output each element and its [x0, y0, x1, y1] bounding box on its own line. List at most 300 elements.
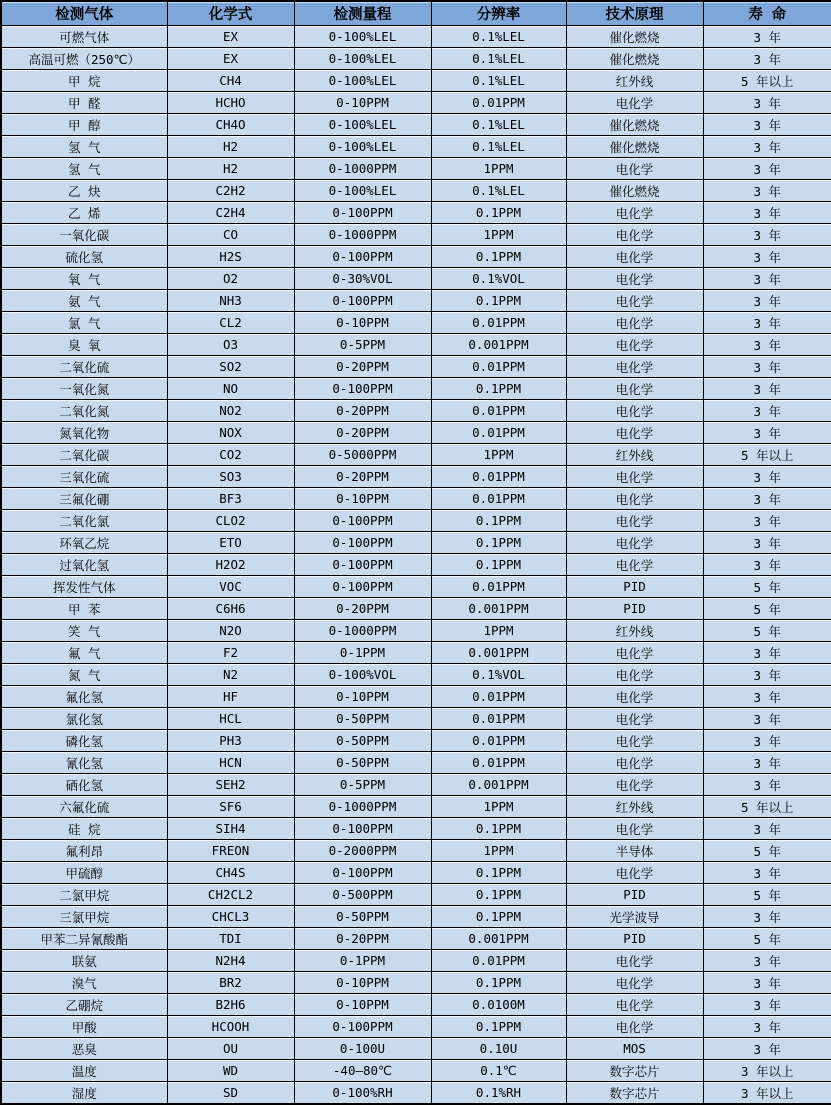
- principle-cell: 催化燃烧: [566, 48, 703, 70]
- resolution-cell: 0.1PPM: [431, 510, 566, 532]
- table-row: [1, 642, 831, 664]
- lifespan-cell: 3 年: [703, 664, 831, 686]
- principle-cell: 电化学: [566, 708, 703, 730]
- principle-cell: 红外线: [566, 70, 703, 92]
- gas-name-cell: 笑 气: [1, 620, 167, 642]
- resolution-cell: 0.1%VOL: [431, 664, 566, 686]
- formula-cell: NO2: [167, 400, 294, 422]
- range-cell: 0-100%RH: [294, 1082, 431, 1105]
- formula-cell: F2: [167, 642, 294, 664]
- table-row: [1, 114, 831, 136]
- table-row: [1, 400, 831, 422]
- lifespan-cell: 3 年以上: [703, 1060, 831, 1082]
- lifespan-cell: 3 年: [703, 378, 831, 400]
- lifespan-cell: 3 年: [703, 334, 831, 356]
- lifespan-cell: 3 年: [703, 950, 831, 972]
- gas-name-cell: 可燃气体: [1, 26, 167, 48]
- lifespan-cell: 3 年: [703, 180, 831, 202]
- principle-cell: 电化学: [566, 488, 703, 510]
- table-row: [1, 356, 831, 378]
- range-cell: 0-100PPM: [294, 532, 431, 554]
- principle-cell: 电化学: [566, 774, 703, 796]
- table-row: [1, 708, 831, 730]
- gas-name-cell: 联氨: [1, 950, 167, 972]
- range-cell: 0-1000PPM: [294, 158, 431, 180]
- lifespan-cell: 5 年以上: [703, 70, 831, 92]
- range-cell: 0-10PPM: [294, 972, 431, 994]
- range-cell: 0-100%LEL: [294, 70, 431, 92]
- lifespan-cell: 5 年: [703, 576, 831, 598]
- principle-cell: 电化学: [566, 356, 703, 378]
- gas-name-cell: 三氯甲烷: [1, 906, 167, 928]
- lifespan-cell: 3 年: [703, 774, 831, 796]
- principle-cell: 电化学: [566, 466, 703, 488]
- table-row: [1, 180, 831, 202]
- lifespan-cell: 3 年: [703, 1038, 831, 1060]
- range-cell: 0-100PPM: [294, 554, 431, 576]
- principle-cell: 电化学: [566, 994, 703, 1016]
- table-row: [1, 202, 831, 224]
- table-row: [1, 686, 831, 708]
- formula-cell: HCN: [167, 752, 294, 774]
- header-row: [1, 1, 831, 26]
- formula-cell: OU: [167, 1038, 294, 1060]
- table-row: [1, 620, 831, 642]
- resolution-cell: 0.01PPM: [431, 686, 566, 708]
- range-cell: 0-1000PPM: [294, 620, 431, 642]
- range-cell: 0-5PPM: [294, 774, 431, 796]
- resolution-cell: 0.1PPM: [431, 290, 566, 312]
- principle-cell: 电化学: [566, 554, 703, 576]
- gas-name-cell: 氰化氢: [1, 752, 167, 774]
- formula-cell: NOX: [167, 422, 294, 444]
- lifespan-cell: 3 年: [703, 1016, 831, 1038]
- gas-name-cell: 氯 气: [1, 312, 167, 334]
- principle-cell: 电化学: [566, 950, 703, 972]
- gas-name-cell: 二氯甲烷: [1, 884, 167, 906]
- range-cell: 0-100PPM: [294, 290, 431, 312]
- gas-name-cell: 氯化氢: [1, 708, 167, 730]
- resolution-cell: 0.01PPM: [431, 730, 566, 752]
- table-row: [1, 884, 831, 906]
- formula-cell: HCHO: [167, 92, 294, 114]
- range-cell: 0-100%LEL: [294, 136, 431, 158]
- gas-name-cell: 甲 醇: [1, 114, 167, 136]
- range-cell: 0-50PPM: [294, 730, 431, 752]
- gas-name-cell: 氧 气: [1, 268, 167, 290]
- resolution-cell: 0.0100M: [431, 994, 566, 1016]
- formula-cell: BF3: [167, 488, 294, 510]
- table-row: [1, 334, 831, 356]
- gas-name-cell: 挥发性气体: [1, 576, 167, 598]
- range-cell: 0-5000PPM: [294, 444, 431, 466]
- gas-name-cell: 温度: [1, 1060, 167, 1082]
- resolution-cell: 0.1PPM: [431, 862, 566, 884]
- formula-cell: N2H4: [167, 950, 294, 972]
- range-cell: 0-100PPM: [294, 862, 431, 884]
- resolution-cell: 0.1PPM: [431, 884, 566, 906]
- lifespan-cell: 3 年: [703, 488, 831, 510]
- formula-cell: CO2: [167, 444, 294, 466]
- formula-cell: SIH4: [167, 818, 294, 840]
- table-row: [1, 554, 831, 576]
- principle-cell: 电化学: [566, 752, 703, 774]
- lifespan-cell: 5 年: [703, 840, 831, 862]
- gas-name-cell: 高温可燃（250℃）: [1, 48, 167, 70]
- resolution-cell: 1PPM: [431, 224, 566, 246]
- formula-cell: NH3: [167, 290, 294, 312]
- gas-name-cell: 六氟化硫: [1, 796, 167, 818]
- formula-cell: EX: [167, 48, 294, 70]
- range-cell: 0-10PPM: [294, 488, 431, 510]
- gas-name-cell: 过氧化氢: [1, 554, 167, 576]
- range-cell: 0-100%LEL: [294, 26, 431, 48]
- table-row: [1, 994, 831, 1016]
- range-cell: 0-10PPM: [294, 92, 431, 114]
- gas-name-cell: 氟 气: [1, 642, 167, 664]
- principle-cell: 电化学: [566, 378, 703, 400]
- range-cell: 0-10PPM: [294, 312, 431, 334]
- table-row: [1, 1060, 831, 1082]
- resolution-cell: 1PPM: [431, 444, 566, 466]
- principle-cell: 红外线: [566, 620, 703, 642]
- gas-name-cell: 甲硫醇: [1, 862, 167, 884]
- lifespan-cell: 3 年: [703, 862, 831, 884]
- table-row: [1, 1016, 831, 1038]
- formula-cell: BR2: [167, 972, 294, 994]
- range-cell: 0-20PPM: [294, 466, 431, 488]
- table-row: [1, 796, 831, 818]
- lifespan-cell: 3 年: [703, 994, 831, 1016]
- table-row: [1, 312, 831, 334]
- lifespan-cell: 3 年以上: [703, 1082, 831, 1105]
- gas-name-cell: 甲酸: [1, 1016, 167, 1038]
- lifespan-cell: 3 年: [703, 312, 831, 334]
- range-cell: 0-1000PPM: [294, 796, 431, 818]
- formula-cell: C6H6: [167, 598, 294, 620]
- gas-name-cell: 环氧乙烷: [1, 532, 167, 554]
- gas-name-cell: 乙 炔: [1, 180, 167, 202]
- gas-name-cell: 恶臭: [1, 1038, 167, 1060]
- principle-cell: 光学波导: [566, 906, 703, 928]
- resolution-cell: 0.001PPM: [431, 928, 566, 950]
- resolution-cell: 0.1PPM: [431, 972, 566, 994]
- principle-cell: 催化燃烧: [566, 136, 703, 158]
- principle-cell: 催化燃烧: [566, 26, 703, 48]
- table-row: [1, 268, 831, 290]
- resolution-cell: 0.1℃: [431, 1060, 566, 1082]
- range-cell: 0-100%VOL: [294, 664, 431, 686]
- table-row: [1, 774, 831, 796]
- gas-name-cell: 湿度: [1, 1082, 167, 1105]
- principle-cell: 电化学: [566, 642, 703, 664]
- lifespan-cell: 3 年: [703, 48, 831, 70]
- lifespan-cell: 3 年: [703, 972, 831, 994]
- lifespan-cell: 3 年: [703, 642, 831, 664]
- resolution-cell: 0.001PPM: [431, 642, 566, 664]
- resolution-cell: 0.1%RH: [431, 1082, 566, 1105]
- range-cell: 0-20PPM: [294, 400, 431, 422]
- formula-cell: TDI: [167, 928, 294, 950]
- lifespan-cell: 3 年: [703, 290, 831, 312]
- gas-name-cell: 氢 气: [1, 136, 167, 158]
- principle-cell: 电化学: [566, 510, 703, 532]
- resolution-cell: 0.1PPM: [431, 246, 566, 268]
- range-cell: 0-50PPM: [294, 906, 431, 928]
- formula-cell: SF6: [167, 796, 294, 818]
- lifespan-cell: 3 年: [703, 268, 831, 290]
- table-row: [1, 136, 831, 158]
- principle-cell: 电化学: [566, 268, 703, 290]
- resolution-cell: 0.001PPM: [431, 774, 566, 796]
- formula-cell: C2H2: [167, 180, 294, 202]
- formula-cell: C2H4: [167, 202, 294, 224]
- table-row: [1, 158, 831, 180]
- table-row: [1, 532, 831, 554]
- formula-cell: CLO2: [167, 510, 294, 532]
- gas-name-cell: 二氧化硫: [1, 356, 167, 378]
- lifespan-cell: 5 年以上: [703, 444, 831, 466]
- range-cell: 0-100PPM: [294, 1016, 431, 1038]
- lifespan-cell: 3 年: [703, 246, 831, 268]
- range-cell: 0-100%LEL: [294, 48, 431, 70]
- gas-name-cell: 氢 气: [1, 158, 167, 180]
- column-header-resolution: 分辨率: [431, 1, 566, 26]
- principle-cell: 催化燃烧: [566, 180, 703, 202]
- resolution-cell: 1PPM: [431, 158, 566, 180]
- resolution-cell: 0.01PPM: [431, 950, 566, 972]
- formula-cell: CH2CL2: [167, 884, 294, 906]
- lifespan-cell: 3 年: [703, 92, 831, 114]
- table-row: [1, 818, 831, 840]
- principle-cell: 电化学: [566, 158, 703, 180]
- lifespan-cell: 5 年: [703, 928, 831, 950]
- table-row: [1, 92, 831, 114]
- resolution-cell: 0.1PPM: [431, 378, 566, 400]
- formula-cell: B2H6: [167, 994, 294, 1016]
- range-cell: 0-20PPM: [294, 422, 431, 444]
- table-row: [1, 1038, 831, 1060]
- gas-name-cell: 硅 烷: [1, 818, 167, 840]
- formula-cell: N2: [167, 664, 294, 686]
- gas-name-cell: 磷化氢: [1, 730, 167, 752]
- gas-name-cell: 氮氧化物: [1, 422, 167, 444]
- gas-name-cell: 三氧化硫: [1, 466, 167, 488]
- table-row: [1, 752, 831, 774]
- range-cell: 0-500PPM: [294, 884, 431, 906]
- gas-name-cell: 硒化氢: [1, 774, 167, 796]
- lifespan-cell: 5 年: [703, 884, 831, 906]
- column-header-formula: 化学式: [167, 1, 294, 26]
- principle-cell: 电化学: [566, 972, 703, 994]
- formula-cell: N2O: [167, 620, 294, 642]
- lifespan-cell: 3 年: [703, 554, 831, 576]
- formula-cell: H2O2: [167, 554, 294, 576]
- gas-name-cell: 氮 气: [1, 664, 167, 686]
- table-row: [1, 906, 831, 928]
- resolution-cell: 0.1PPM: [431, 906, 566, 928]
- table-row: [1, 862, 831, 884]
- formula-cell: PH3: [167, 730, 294, 752]
- lifespan-cell: 3 年: [703, 686, 831, 708]
- range-cell: 0-100PPM: [294, 818, 431, 840]
- range-cell: 0-20PPM: [294, 598, 431, 620]
- lifespan-cell: 3 年: [703, 818, 831, 840]
- gas-name-cell: 甲 醛: [1, 92, 167, 114]
- principle-cell: 数字芯片: [566, 1082, 703, 1105]
- gas-name-cell: 二氧化氮: [1, 400, 167, 422]
- resolution-cell: 0.1%LEL: [431, 48, 566, 70]
- formula-cell: HF: [167, 686, 294, 708]
- lifespan-cell: 5 年以上: [703, 796, 831, 818]
- resolution-cell: 0.01PPM: [431, 356, 566, 378]
- resolution-cell: 0.01PPM: [431, 576, 566, 598]
- table-row: [1, 510, 831, 532]
- resolution-cell: 0.01PPM: [431, 312, 566, 334]
- table-row: [1, 488, 831, 510]
- lifespan-cell: 5 年: [703, 620, 831, 642]
- resolution-cell: 1PPM: [431, 620, 566, 642]
- formula-cell: WD: [167, 1060, 294, 1082]
- principle-cell: 数字芯片: [566, 1060, 703, 1082]
- formula-cell: H2: [167, 158, 294, 180]
- table-row: [1, 950, 831, 972]
- range-cell: 0-100U: [294, 1038, 431, 1060]
- principle-cell: PID: [566, 576, 703, 598]
- formula-cell: CHCL3: [167, 906, 294, 928]
- formula-cell: SO2: [167, 356, 294, 378]
- principle-cell: 催化燃烧: [566, 114, 703, 136]
- table-row: [1, 972, 831, 994]
- range-cell: 0-100PPM: [294, 576, 431, 598]
- table-body: [1, 26, 831, 1105]
- principle-cell: 电化学: [566, 730, 703, 752]
- principle-cell: 电化学: [566, 246, 703, 268]
- range-cell: 0-100PPM: [294, 510, 431, 532]
- principle-cell: 电化学: [566, 202, 703, 224]
- gas-name-cell: 臭 氧: [1, 334, 167, 356]
- gas-name-cell: 甲 苯: [1, 598, 167, 620]
- formula-cell: CH4S: [167, 862, 294, 884]
- table-row: [1, 664, 831, 686]
- lifespan-cell: 3 年: [703, 158, 831, 180]
- table-row: [1, 48, 831, 70]
- column-header-lifespan: 寿 命: [703, 1, 831, 26]
- formula-cell: NO: [167, 378, 294, 400]
- formula-cell: SO3: [167, 466, 294, 488]
- principle-cell: PID: [566, 884, 703, 906]
- range-cell: 0-20PPM: [294, 928, 431, 950]
- resolution-cell: 0.01PPM: [431, 708, 566, 730]
- resolution-cell: 1PPM: [431, 796, 566, 818]
- lifespan-cell: 3 年: [703, 356, 831, 378]
- resolution-cell: 0.1PPM: [431, 532, 566, 554]
- principle-cell: 红外线: [566, 444, 703, 466]
- formula-cell: CL2: [167, 312, 294, 334]
- resolution-cell: 0.1PPM: [431, 202, 566, 224]
- resolution-cell: 0.1PPM: [431, 818, 566, 840]
- lifespan-cell: 3 年: [703, 26, 831, 48]
- formula-cell: HCL: [167, 708, 294, 730]
- principle-cell: 电化学: [566, 818, 703, 840]
- formula-cell: HCOOH: [167, 1016, 294, 1038]
- gas-name-cell: 一氧化碳: [1, 224, 167, 246]
- lifespan-cell: 3 年: [703, 114, 831, 136]
- resolution-cell: 0.01PPM: [431, 400, 566, 422]
- range-cell: 0-5PPM: [294, 334, 431, 356]
- table-row: [1, 466, 831, 488]
- table-row: [1, 246, 831, 268]
- table-row: [1, 730, 831, 752]
- gas-name-cell: 二氧化碳: [1, 444, 167, 466]
- range-cell: 0-2000PPM: [294, 840, 431, 862]
- gas-name-cell: 硫化氢: [1, 246, 167, 268]
- lifespan-cell: 3 年: [703, 466, 831, 488]
- range-cell: 0-1PPM: [294, 642, 431, 664]
- table-row: [1, 928, 831, 950]
- table-row: [1, 224, 831, 246]
- resolution-cell: 0.01PPM: [431, 488, 566, 510]
- principle-cell: 电化学: [566, 862, 703, 884]
- resolution-cell: 0.001PPM: [431, 598, 566, 620]
- lifespan-cell: 3 年: [703, 906, 831, 928]
- table-row: [1, 70, 831, 92]
- range-cell: 0-50PPM: [294, 752, 431, 774]
- range-cell: 0-100PPM: [294, 202, 431, 224]
- resolution-cell: 0.01PPM: [431, 422, 566, 444]
- formula-cell: CO: [167, 224, 294, 246]
- range-cell: 0-1000PPM: [294, 224, 431, 246]
- table-row: [1, 26, 831, 48]
- gas-name-cell: 甲 烷: [1, 70, 167, 92]
- principle-cell: 电化学: [566, 92, 703, 114]
- principle-cell: 电化学: [566, 334, 703, 356]
- lifespan-cell: 3 年: [703, 400, 831, 422]
- formula-cell: SEH2: [167, 774, 294, 796]
- formula-cell: H2S: [167, 246, 294, 268]
- range-cell: 0-100%LEL: [294, 114, 431, 136]
- principle-cell: 电化学: [566, 1016, 703, 1038]
- column-header-principle: 技术原理: [566, 1, 703, 26]
- principle-cell: MOS: [566, 1038, 703, 1060]
- gas-name-cell: 一氧化氮: [1, 378, 167, 400]
- gas-name-cell: 氟利昂: [1, 840, 167, 862]
- resolution-cell: 0.1%VOL: [431, 268, 566, 290]
- principle-cell: 电化学: [566, 422, 703, 444]
- resolution-cell: 0.1%LEL: [431, 70, 566, 92]
- range-cell: 0-10PPM: [294, 994, 431, 1016]
- principle-cell: 电化学: [566, 400, 703, 422]
- resolution-cell: 0.1%LEL: [431, 26, 566, 48]
- formula-cell: SD: [167, 1082, 294, 1105]
- range-cell: 0-30%VOL: [294, 268, 431, 290]
- formula-cell: CH4: [167, 70, 294, 92]
- principle-cell: 红外线: [566, 796, 703, 818]
- lifespan-cell: 3 年: [703, 752, 831, 774]
- resolution-cell: 0.01PPM: [431, 752, 566, 774]
- resolution-cell: 0.1%LEL: [431, 180, 566, 202]
- range-cell: 0-20PPM: [294, 356, 431, 378]
- table-row: [1, 1082, 831, 1105]
- principle-cell: PID: [566, 598, 703, 620]
- resolution-cell: 0.1%LEL: [431, 136, 566, 158]
- resolution-cell: 0.1PPM: [431, 554, 566, 576]
- gas-name-cell: 氨 气: [1, 290, 167, 312]
- gas-name-cell: 氟化氢: [1, 686, 167, 708]
- range-cell: 0-1PPM: [294, 950, 431, 972]
- gas-name-cell: 溴气: [1, 972, 167, 994]
- column-header-gas: 检测气体: [1, 1, 167, 26]
